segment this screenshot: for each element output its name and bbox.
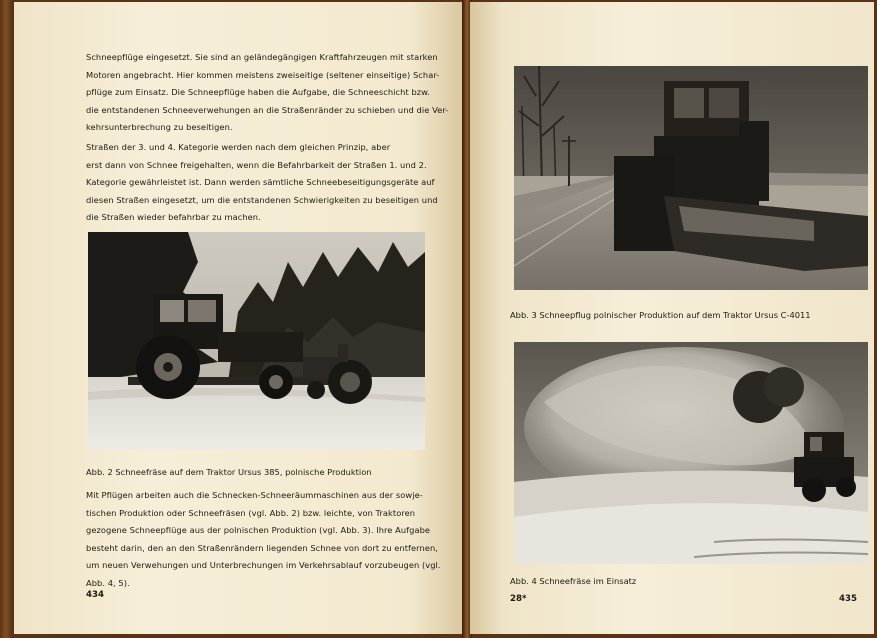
text-line: erst dann von Schnee freigehalten, wenn die Befahrbarkeit der Straßen 1. und 2. xyxy=(86,159,427,170)
signature-mark: 28* xyxy=(510,594,527,604)
figure-2-caption: Abb. 2 Schneefräse auf dem Traktor Ursus 385, polnische Produktion xyxy=(86,467,372,477)
text-line: Kategorie gewährleistet ist. Dann werden sämtliche Schneebeseitigungsgeräte auf xyxy=(86,177,435,188)
bottom-paragraph xyxy=(86,487,441,593)
page-number-left: 434 xyxy=(86,590,104,600)
right-page xyxy=(470,2,874,634)
text-line: gezogene Schneepflüge aus der polnischen Produktion (vgl. Abb. 3). Ihre Aufgabe xyxy=(86,525,431,536)
figure-3-photo xyxy=(514,66,868,290)
text-line: diesen Straßen eingesetzt, um die entstandenen Schwierigkeiten zu beseitigen und xyxy=(86,194,438,205)
figure-2-photo xyxy=(88,232,425,450)
page-number-right: 435 xyxy=(839,594,857,604)
text-line: die Straßen wieder befahrbar zu machen. xyxy=(86,212,261,223)
second-paragraph xyxy=(86,139,438,227)
text-line: um neuen Verwehungen und Unterbrechungen im Verkehrsablauf vorzubeugen (vgl. xyxy=(86,560,441,571)
text-line: kehrsunterbrechung zu beseitigen. xyxy=(86,122,233,133)
text-line: tischen Produktion oder Schneefräsen (vgl. Abb. 2) bzw. leichte, von Traktoren xyxy=(86,507,416,518)
figure-4-caption: Abb. 4 Schneefräse im Einsatz xyxy=(510,576,637,586)
figure-4-photo xyxy=(514,342,868,564)
top-paragraph xyxy=(86,49,448,137)
text-line: die entstandenen Schneeverwehungen an die Straßenränder zu schieben und die Ver- xyxy=(86,104,449,115)
figure-3-caption: Abb. 3 Schneepflug polnischer Produktion auf dem Traktor Ursus C-4011 xyxy=(510,310,811,320)
text-line: Schneepflüge eingesetzt. Sie sind an geländegängigen Kraftfahrzeugen mit starken xyxy=(86,52,438,62)
text-line: besteht darin, den an den Straßenrändern liegenden Schnee von dort zu entfernen, xyxy=(86,542,438,553)
text-line: Abb. 4, 5). xyxy=(86,577,130,588)
text-line: Straßen der 3. und 4. Kategorie werden nach dem gleichen Prinzip, aber xyxy=(86,142,391,152)
left-page xyxy=(14,2,464,634)
text-line: pflüge zum Einsatz. Die Schneepflüge haben die Aufgabe, die Schneeschicht bzw. xyxy=(86,87,430,98)
text-line: Mit Pflügen arbeiten auch die Schnecken-Schneeräummaschinen aus der sowje- xyxy=(86,490,423,500)
text-line: Motoren angebracht. Hier kommen meistens zweiseitige (seltener einseitige) Schar- xyxy=(86,69,440,80)
